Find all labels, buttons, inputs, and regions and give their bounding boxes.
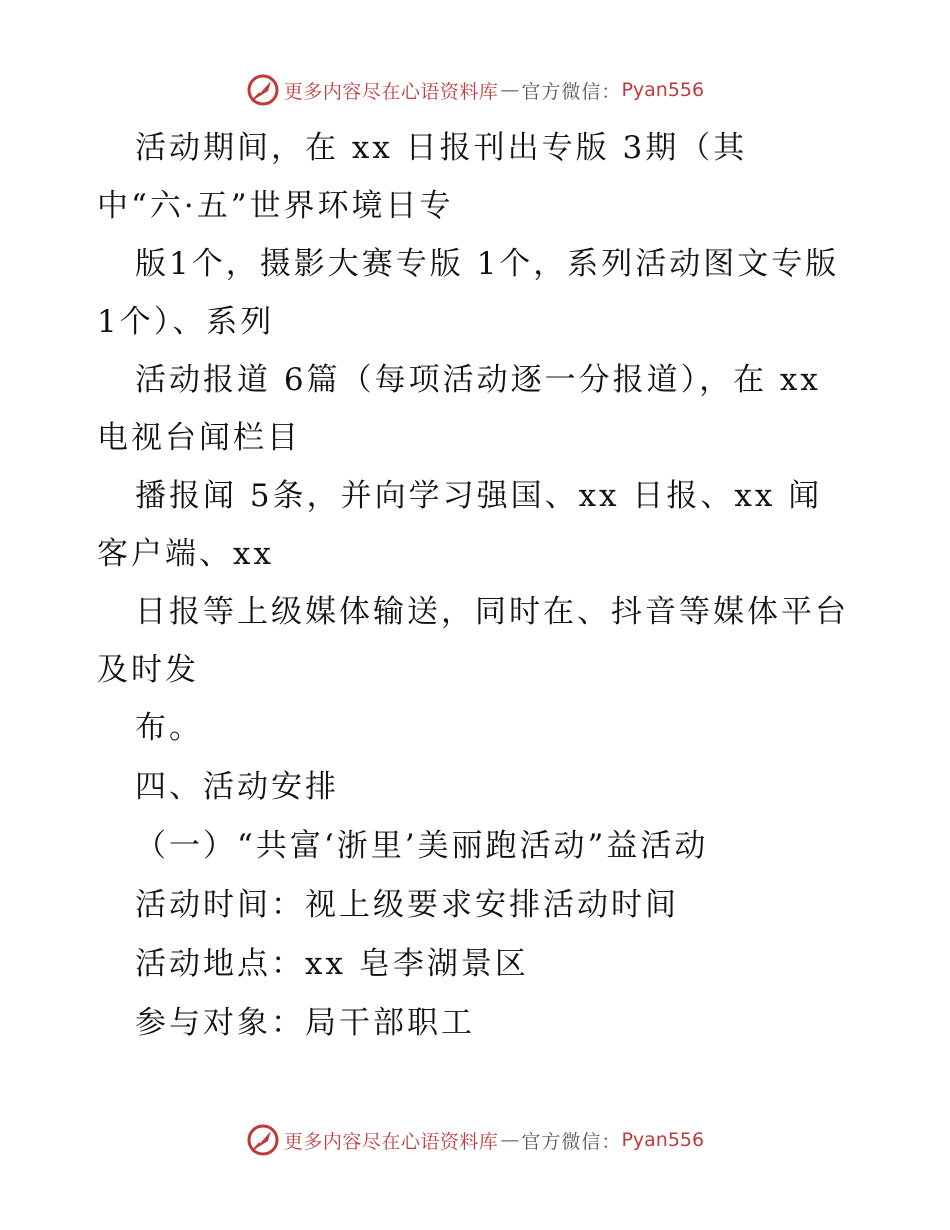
body-line-9: 日报等上级媒体输送，同时在、抖音等媒体平台 <box>135 594 849 630</box>
body-line-7: 播报闻 5条，并向学习强国、xx 日报、xx 闻 <box>135 478 823 514</box>
watermark-separator: — <box>500 1129 520 1151</box>
subsection-heading: （一）“共富‘浙里’美丽跑活动”益活动 <box>135 828 709 864</box>
activity-participants: 参与对象：局干部职工 <box>135 1005 475 1041</box>
section-heading: 四、活动安排 <box>135 769 339 805</box>
body-line-4: 1个）、系列 <box>97 304 275 340</box>
body-line-11: 布。 <box>135 710 203 746</box>
activity-time: 活动时间：视上级要求安排活动时间 <box>135 887 679 923</box>
watermark-brand: 更多内容尽在心语资料库 <box>283 1130 499 1153</box>
watermark-wechat-id: Pyan556 <box>621 1129 705 1151</box>
watermark-label: 官方微信： <box>521 80 622 103</box>
activity-location: 活动地点：xx 皂李湖景区 <box>135 946 529 982</box>
body-line-3: 版1个，摄影大赛专版 1个，系列活动图文专版 <box>135 246 840 282</box>
feather-quill-icon <box>246 73 280 107</box>
footer-watermark <box>0 1120 950 1160</box>
watermark-label: 官方微信： <box>521 1130 622 1153</box>
body-line-6: 电视台闻栏目 <box>97 420 301 456</box>
body-line-5: 活动报道 6篇（每项活动逐一分报道），在 xx <box>135 362 821 398</box>
body-line-2: 中“六·五”世界环境日专 <box>97 188 454 224</box>
body-line-10: 及时发 <box>97 652 199 688</box>
header-watermark <box>0 70 950 110</box>
body-line-1: 活动期间，在 xx 日报刊出专版 3期（其 <box>135 130 748 166</box>
feather-quill-icon <box>246 1123 280 1157</box>
watermark-wechat-id: Pyan556 <box>621 79 705 101</box>
watermark-separator: — <box>500 79 520 101</box>
watermark-brand: 更多内容尽在心语资料库 <box>283 80 499 103</box>
body-line-8: 客户端、xx <box>97 536 274 572</box>
